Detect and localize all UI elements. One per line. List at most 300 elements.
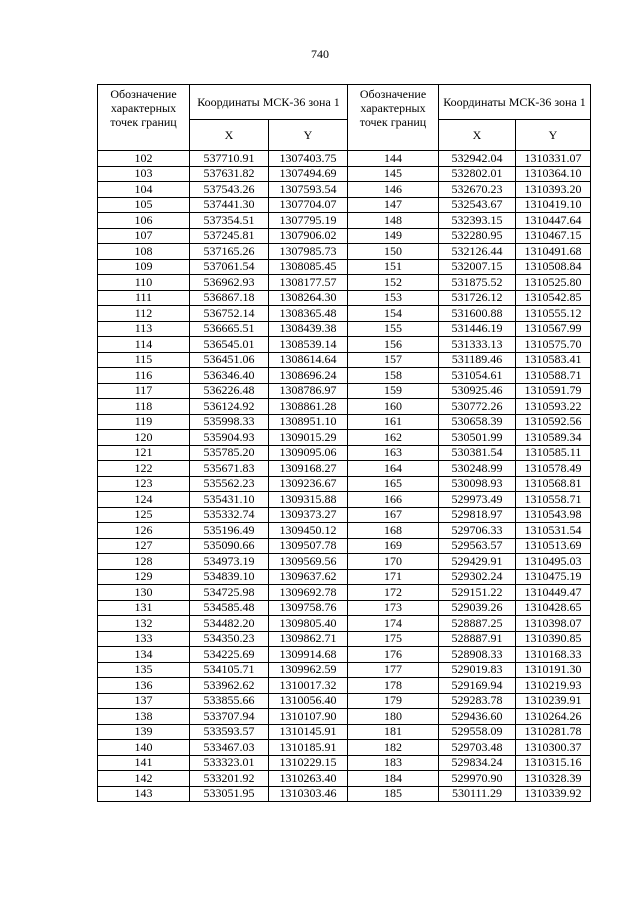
cell-x: 530248.99 [439, 461, 516, 477]
cell-point: 108 [98, 244, 190, 260]
cell-x: 529429.91 [439, 554, 516, 570]
cell-x: 533323.01 [190, 755, 269, 771]
cell-point: 176 [348, 647, 439, 663]
cell-point: 114 [98, 337, 190, 353]
cell-x: 536226.48 [190, 383, 269, 399]
cell-x: 531189.46 [439, 352, 516, 368]
table-row [98, 151, 348, 167]
cell-point: 144 [348, 151, 439, 167]
cell-y: 1310593.22 [516, 399, 591, 415]
table-row [98, 616, 348, 632]
cell-y: 1308786.97 [269, 383, 348, 399]
cell-x: 536867.18 [190, 290, 269, 306]
cell-x: 529970.90 [439, 771, 516, 787]
table-row [348, 585, 591, 601]
cell-y: 1309168.27 [269, 461, 348, 477]
cell-x: 532802.01 [439, 166, 516, 182]
coordinates-table-right [347, 84, 591, 802]
table-row [98, 771, 348, 787]
cell-y: 1310567.99 [516, 321, 591, 337]
cell-y: 1309758.76 [269, 600, 348, 616]
cell-point: 131 [98, 600, 190, 616]
cell-x: 533593.57 [190, 724, 269, 740]
cell-x: 535785.20 [190, 445, 269, 461]
cell-x: 530658.39 [439, 414, 516, 430]
cell-point: 181 [348, 724, 439, 740]
cell-point: 158 [348, 368, 439, 384]
table-row [98, 461, 348, 477]
cell-x: 536545.01 [190, 337, 269, 353]
table-row [348, 182, 591, 198]
table-row [348, 213, 591, 229]
table-row [98, 290, 348, 306]
cell-point: 128 [98, 554, 190, 570]
cell-point: 157 [348, 352, 439, 368]
cell-y: 1308365.48 [269, 306, 348, 322]
cell-point: 163 [348, 445, 439, 461]
table-row [98, 197, 348, 213]
cell-y: 1310145.91 [269, 724, 348, 740]
cell-x: 528887.91 [439, 631, 516, 647]
cell-y: 1310591.79 [516, 383, 591, 399]
cell-point: 120 [98, 430, 190, 446]
cell-point: 133 [98, 631, 190, 647]
cell-point: 179 [348, 693, 439, 709]
cell-x: 537710.91 [190, 151, 269, 167]
table-row [348, 461, 591, 477]
cell-point: 164 [348, 461, 439, 477]
cell-x: 533467.03 [190, 740, 269, 756]
cell-point: 118 [98, 399, 190, 415]
cell-y: 1308951.10 [269, 414, 348, 430]
cell-x: 536962.93 [190, 275, 269, 291]
cell-x: 529973.49 [439, 492, 516, 508]
cell-x: 533201.92 [190, 771, 269, 787]
cell-x: 529039.26 [439, 600, 516, 616]
cell-x: 536665.51 [190, 321, 269, 337]
table-row [98, 430, 348, 446]
table-row [98, 554, 348, 570]
table-row [98, 600, 348, 616]
cell-x: 530111.29 [439, 786, 516, 802]
table-row [98, 662, 348, 678]
table-row [348, 538, 591, 554]
cell-x: 531333.13 [439, 337, 516, 353]
cell-x: 537245.81 [190, 228, 269, 244]
header-point-designation: Обозначение характерных точек границ [98, 85, 190, 151]
cell-y: 1309962.59 [269, 662, 348, 678]
cell-y: 1309236.67 [269, 476, 348, 492]
cell-y: 1310588.71 [516, 368, 591, 384]
cell-point: 173 [348, 600, 439, 616]
cell-point: 105 [98, 197, 190, 213]
table-row [98, 259, 348, 275]
cell-y: 1309315.88 [269, 492, 348, 508]
cell-y: 1310491.68 [516, 244, 591, 260]
table-row [348, 662, 591, 678]
cell-point: 115 [98, 352, 190, 368]
cell-point: 106 [98, 213, 190, 229]
table-row [98, 228, 348, 244]
cell-y: 1309373.27 [269, 507, 348, 523]
cell-point: 150 [348, 244, 439, 260]
cell-x: 530772.26 [439, 399, 516, 415]
cell-point: 112 [98, 306, 190, 322]
cell-point: 185 [348, 786, 439, 802]
table-row [348, 616, 591, 632]
cell-y: 1310364.10 [516, 166, 591, 182]
table-row [348, 321, 591, 337]
cell-point: 147 [348, 197, 439, 213]
cell-y: 1308861.28 [269, 399, 348, 415]
cell-y: 1310578.49 [516, 461, 591, 477]
cell-x: 534105.71 [190, 662, 269, 678]
table-row [348, 600, 591, 616]
table-row [98, 445, 348, 461]
table-row [348, 507, 591, 523]
cell-y: 1309637.62 [269, 569, 348, 585]
cell-x: 529558.09 [439, 724, 516, 740]
table-row [348, 445, 591, 461]
cell-x: 533855.66 [190, 693, 269, 709]
table-row [348, 197, 591, 213]
cell-point: 152 [348, 275, 439, 291]
cell-y: 1310449.47 [516, 585, 591, 601]
cell-point: 166 [348, 492, 439, 508]
table-row [348, 290, 591, 306]
cell-x: 534973.19 [190, 554, 269, 570]
cell-y: 1310315.16 [516, 755, 591, 771]
cell-y: 1309507.78 [269, 538, 348, 554]
cell-y: 1308439.38 [269, 321, 348, 337]
cell-x: 537061.54 [190, 259, 269, 275]
header-point-designation: Обозначение характерных точек границ [348, 85, 439, 151]
cell-x: 530501.99 [439, 430, 516, 446]
cell-x: 535998.33 [190, 414, 269, 430]
table-row [348, 352, 591, 368]
table-row [348, 693, 591, 709]
table-row [98, 182, 348, 198]
cell-x: 531600.88 [439, 306, 516, 322]
table-row [98, 786, 348, 802]
cell-point: 167 [348, 507, 439, 523]
cell-y: 1310513.69 [516, 538, 591, 554]
table-row [348, 399, 591, 415]
cell-point: 125 [98, 507, 190, 523]
cell-point: 170 [348, 554, 439, 570]
cell-y: 1310056.40 [269, 693, 348, 709]
cell-x: 535196.49 [190, 523, 269, 539]
cell-y: 1307704.07 [269, 197, 348, 213]
cell-x: 532393.15 [439, 213, 516, 229]
table-row [348, 755, 591, 771]
cell-y: 1310264.26 [516, 709, 591, 725]
cell-y: 1310017.32 [269, 678, 348, 694]
cell-y: 1307985.73 [269, 244, 348, 260]
cell-x: 531726.12 [439, 290, 516, 306]
table-row [98, 507, 348, 523]
cell-point: 178 [348, 678, 439, 694]
cell-y: 1310331.07 [516, 151, 591, 167]
table-row [348, 554, 591, 570]
cell-x: 536346.40 [190, 368, 269, 384]
cell-point: 177 [348, 662, 439, 678]
cell-x: 537631.82 [190, 166, 269, 182]
cell-point: 142 [98, 771, 190, 787]
table-row [98, 523, 348, 539]
cell-x: 534225.69 [190, 647, 269, 663]
cell-point: 119 [98, 414, 190, 430]
cell-x: 535332.74 [190, 507, 269, 523]
cell-x: 533051.95 [190, 786, 269, 802]
table-row [348, 259, 591, 275]
cell-x: 532126.44 [439, 244, 516, 260]
cell-y: 1310525.80 [516, 275, 591, 291]
cell-x: 536124.92 [190, 399, 269, 415]
cell-x: 537165.26 [190, 244, 269, 260]
cell-point: 140 [98, 740, 190, 756]
cell-x: 529302.24 [439, 569, 516, 585]
cell-y: 1309015.29 [269, 430, 348, 446]
cell-point: 107 [98, 228, 190, 244]
cell-x: 529834.24 [439, 755, 516, 771]
cell-point: 143 [98, 786, 190, 802]
header-coordinates: Координаты МСК-36 зона 1 [439, 85, 591, 120]
table-row [98, 321, 348, 337]
cell-x: 535904.93 [190, 430, 269, 446]
cell-y: 1310300.37 [516, 740, 591, 756]
cell-point: 123 [98, 476, 190, 492]
table-row [348, 786, 591, 802]
cell-x: 536451.06 [190, 352, 269, 368]
cell-point: 126 [98, 523, 190, 539]
cell-x: 529151.22 [439, 585, 516, 601]
table-row [348, 709, 591, 725]
cell-x: 531446.19 [439, 321, 516, 337]
cell-point: 153 [348, 290, 439, 306]
cell-x: 535090.66 [190, 538, 269, 554]
cell-point: 168 [348, 523, 439, 539]
cell-point: 160 [348, 399, 439, 415]
cell-x: 529706.33 [439, 523, 516, 539]
cell-x: 529563.57 [439, 538, 516, 554]
table-row [98, 740, 348, 756]
cell-y: 1309569.56 [269, 554, 348, 570]
cell-point: 138 [98, 709, 190, 725]
cell-point: 111 [98, 290, 190, 306]
cell-point: 180 [348, 709, 439, 725]
cell-y: 1310543.98 [516, 507, 591, 523]
cell-point: 184 [348, 771, 439, 787]
cell-point: 146 [348, 182, 439, 198]
cell-point: 121 [98, 445, 190, 461]
cell-y: 1310592.56 [516, 414, 591, 430]
cell-y: 1308614.64 [269, 352, 348, 368]
table-row [348, 678, 591, 694]
cell-y: 1310263.40 [269, 771, 348, 787]
table-row [98, 755, 348, 771]
cell-y: 1310239.91 [516, 693, 591, 709]
table-row [98, 213, 348, 229]
cell-y: 1307795.19 [269, 213, 348, 229]
cell-point: 124 [98, 492, 190, 508]
table-row [98, 383, 348, 399]
cell-x: 532670.23 [439, 182, 516, 198]
cell-point: 139 [98, 724, 190, 740]
table-row [348, 724, 591, 740]
table-row [98, 244, 348, 260]
cell-x: 528908.33 [439, 647, 516, 663]
cell-y: 1310555.12 [516, 306, 591, 322]
cell-y: 1309805.40 [269, 616, 348, 632]
cell-point: 156 [348, 337, 439, 353]
header-y: Y [269, 120, 348, 151]
cell-y: 1310558.71 [516, 492, 591, 508]
table-row [98, 352, 348, 368]
cell-x: 534350.23 [190, 631, 269, 647]
cell-x: 529019.83 [439, 662, 516, 678]
table-row [348, 414, 591, 430]
table-row [348, 476, 591, 492]
cell-x: 537441.30 [190, 197, 269, 213]
cell-x: 536752.14 [190, 306, 269, 322]
cell-y: 1310393.20 [516, 182, 591, 198]
table-row [348, 523, 591, 539]
table-row [98, 724, 348, 740]
cell-x: 534585.48 [190, 600, 269, 616]
table-row [348, 631, 591, 647]
cell-y: 1310575.70 [516, 337, 591, 353]
cell-x: 532007.15 [439, 259, 516, 275]
cell-x: 532942.04 [439, 151, 516, 167]
header-coordinates: Координаты МСК-36 зона 1 [190, 85, 348, 120]
table-row [348, 368, 591, 384]
cell-y: 1310219.93 [516, 678, 591, 694]
cell-y: 1307494.69 [269, 166, 348, 182]
cell-x: 532280.95 [439, 228, 516, 244]
cell-point: 141 [98, 755, 190, 771]
cell-y: 1308264.30 [269, 290, 348, 306]
cell-point: 129 [98, 569, 190, 585]
cell-x: 534725.98 [190, 585, 269, 601]
cell-y: 1310168.33 [516, 647, 591, 663]
table-row [98, 569, 348, 585]
cell-y: 1310281.78 [516, 724, 591, 740]
cell-x: 528887.25 [439, 616, 516, 632]
cell-y: 1310542.85 [516, 290, 591, 306]
page-number: 740 [311, 47, 329, 61]
cell-y: 1310589.34 [516, 430, 591, 446]
cell-x: 529169.94 [439, 678, 516, 694]
table-row [98, 368, 348, 384]
cell-y: 1310447.64 [516, 213, 591, 229]
cell-x: 531054.61 [439, 368, 516, 384]
cell-y: 1308539.14 [269, 337, 348, 353]
table-row [98, 492, 348, 508]
table-row [348, 740, 591, 756]
cell-point: 172 [348, 585, 439, 601]
coordinates-table-left [97, 84, 348, 802]
cell-y: 1308085.45 [269, 259, 348, 275]
cell-y: 1310531.54 [516, 523, 591, 539]
cell-y: 1309450.12 [269, 523, 348, 539]
cell-y: 1310191.30 [516, 662, 591, 678]
cell-y: 1309692.78 [269, 585, 348, 601]
cell-point: 127 [98, 538, 190, 554]
cell-point: 102 [98, 151, 190, 167]
cell-point: 182 [348, 740, 439, 756]
cell-y: 1309914.68 [269, 647, 348, 663]
cell-y: 1310390.85 [516, 631, 591, 647]
table-row [98, 585, 348, 601]
cell-point: 155 [348, 321, 439, 337]
cell-point: 122 [98, 461, 190, 477]
cell-point: 132 [98, 616, 190, 632]
cell-x: 530098.93 [439, 476, 516, 492]
cell-x: 533962.62 [190, 678, 269, 694]
table-row [348, 337, 591, 353]
cell-y: 1310339.92 [516, 786, 591, 802]
cell-y: 1310508.84 [516, 259, 591, 275]
cell-point: 130 [98, 585, 190, 601]
table-row [348, 569, 591, 585]
header-x: X [439, 120, 516, 151]
cell-x: 529818.97 [439, 507, 516, 523]
cell-y: 1309862.71 [269, 631, 348, 647]
cell-point: 136 [98, 678, 190, 694]
cell-point: 174 [348, 616, 439, 632]
cell-y: 1310107.90 [269, 709, 348, 725]
cell-x: 532543.67 [439, 197, 516, 213]
cell-point: 135 [98, 662, 190, 678]
cell-point: 183 [348, 755, 439, 771]
table-row [348, 647, 591, 663]
cell-y: 1310467.15 [516, 228, 591, 244]
cell-point: 113 [98, 321, 190, 337]
cell-y: 1310428.65 [516, 600, 591, 616]
cell-point: 165 [348, 476, 439, 492]
cell-point: 103 [98, 166, 190, 182]
cell-y: 1310398.07 [516, 616, 591, 632]
table-row [348, 383, 591, 399]
cell-y: 1307403.75 [269, 151, 348, 167]
cell-x: 529283.78 [439, 693, 516, 709]
table-row [98, 678, 348, 694]
cell-y: 1310583.41 [516, 352, 591, 368]
cell-point: 116 [98, 368, 190, 384]
cell-point: 171 [348, 569, 439, 585]
cell-x: 535562.23 [190, 476, 269, 492]
cell-y: 1310568.81 [516, 476, 591, 492]
cell-x: 529436.60 [439, 709, 516, 725]
cell-point: 169 [348, 538, 439, 554]
cell-point: 110 [98, 275, 190, 291]
cell-y: 1308696.24 [269, 368, 348, 384]
cell-x: 529703.48 [439, 740, 516, 756]
table-row [98, 693, 348, 709]
cell-y: 1307593.54 [269, 182, 348, 198]
cell-y: 1310495.03 [516, 554, 591, 570]
table-row [98, 647, 348, 663]
cell-y: 1310475.19 [516, 569, 591, 585]
table-row [98, 337, 348, 353]
cell-point: 117 [98, 383, 190, 399]
cell-point: 104 [98, 182, 190, 198]
cell-x: 535671.83 [190, 461, 269, 477]
table-row [98, 306, 348, 322]
cell-point: 161 [348, 414, 439, 430]
cell-x: 534482.20 [190, 616, 269, 632]
